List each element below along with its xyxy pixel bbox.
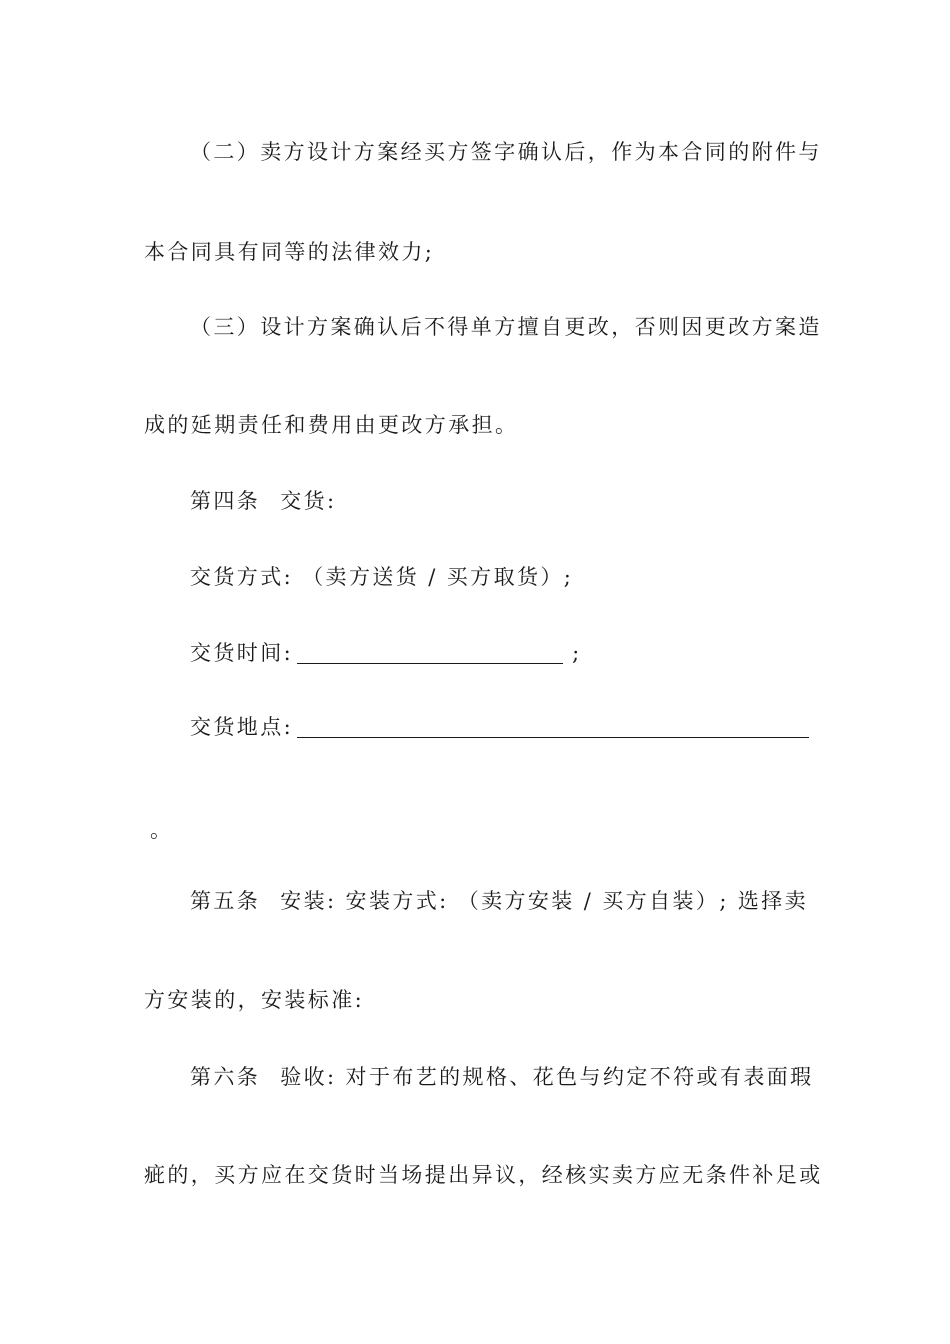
article-5-line-1: [190, 886, 808, 916]
paragraph-line: [190, 312, 822, 342]
delivery-place-end: [150, 815, 173, 845]
delivery-place-suffix: 。: [150, 818, 174, 842]
delivery-time-blank[interactable]: [297, 641, 563, 664]
article-title: 交货:: [280, 489, 337, 513]
article-number: 第五条: [190, 889, 261, 913]
paragraph-line: [190, 137, 822, 167]
delivery-place-blank[interactable]: [297, 715, 809, 738]
clause-2-line-1: （二）卖方设计方案经买方签字确认后，作为本合同的附件与: [190, 140, 822, 164]
clause-3-line-2: 成的延期责任和费用由更改方承担。: [144, 413, 519, 437]
article-5-text: 安装: 安装方式: （卖方安装 / 买方自装）; 选择卖: [280, 889, 809, 913]
article-4-heading: [190, 486, 336, 516]
delivery-time-suffix: ;: [572, 641, 582, 665]
article-6-line-2: [144, 1160, 823, 1190]
delivery-method-line: [190, 562, 573, 592]
article-number: 第六条: [190, 1065, 261, 1089]
paragraph-line: [144, 237, 434, 267]
article-5-line-2: [144, 985, 364, 1015]
article-6-text: 验收: 对于布艺的规格、花色与约定不符或有表面瑕: [280, 1065, 814, 1089]
article-6-continuation: 疵的，买方应在交货时当场提出异议，经核实卖方应无条件补足或: [144, 1163, 823, 1187]
delivery-method-label: 交货方式:: [190, 565, 294, 589]
delivery-place-label: 交货地点:: [190, 715, 294, 739]
clause-2-line-2: 本合同具有同等的法律效力;: [144, 240, 435, 264]
paragraph-line: [144, 410, 518, 440]
delivery-method-value: （卖方送货 / 买方取货）;: [302, 565, 574, 589]
delivery-place-line: [190, 712, 809, 742]
delivery-time-line: [190, 638, 582, 668]
article-number: 第四条: [190, 489, 261, 513]
delivery-time-label: 交货时间:: [190, 641, 294, 665]
article-5-continuation: 方安装的，安装标准:: [144, 988, 365, 1012]
clause-3-line-1: （三）设计方案确认后不得单方擅自更改，否则因更改方案造: [190, 315, 822, 339]
article-6-line-1: [190, 1062, 814, 1092]
